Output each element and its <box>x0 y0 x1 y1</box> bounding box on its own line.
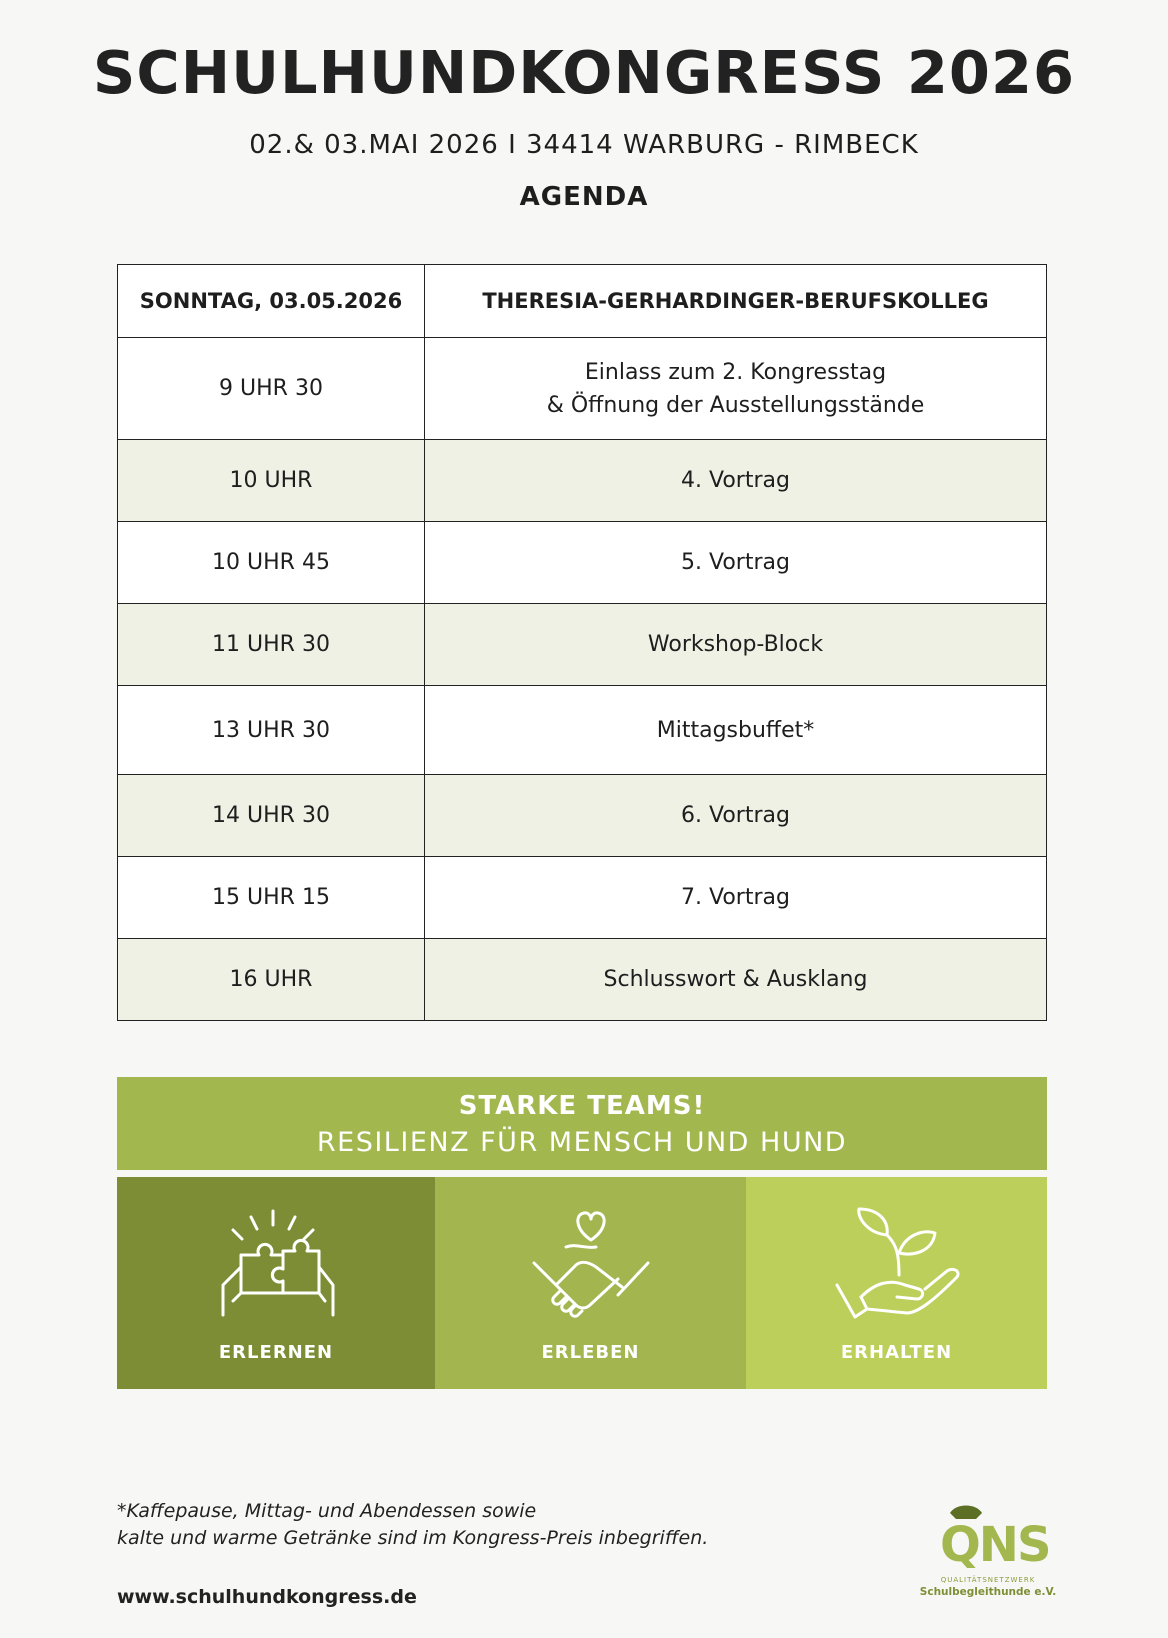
time-cell: 10 UHR <box>118 440 425 522</box>
activity-cell: Workshop-Block <box>425 604 1047 686</box>
venue-header: THERESIA-GERHARDINGER-BERUFSKOLLEG <box>425 265 1047 338</box>
activity-cell: Schlusswort & Ausklang <box>425 939 1047 1021</box>
activity-cell: 7. Vortrag <box>425 857 1047 939</box>
table-row <box>118 522 1047 604</box>
time-cell: 10 UHR 45 <box>118 522 425 604</box>
pillar-label: ERHALTEN <box>840 1342 953 1363</box>
puzzle-hands-icon <box>211 1205 341 1330</box>
table-row <box>118 338 1047 440</box>
time-cell: 9 UHR 30 <box>118 338 425 440</box>
motto-banner <box>117 1077 1047 1170</box>
activity-line: Einlass zum 2. Kongresstag <box>584 359 887 385</box>
activity-cell <box>425 338 1047 440</box>
time-cell: 11 UHR 30 <box>118 604 425 686</box>
motto-subtitle: RESILIENZ FÜR MENSCH UND HUND <box>316 1127 848 1158</box>
table-row <box>118 857 1047 939</box>
pillar-erhalten <box>746 1177 1047 1389</box>
footnote <box>117 1498 708 1552</box>
pillars <box>117 1177 1047 1389</box>
activity-cell: 4. Vortrag <box>425 440 1047 522</box>
day-header: SONNTAG, 03.05.2026 <box>118 265 425 338</box>
table-row <box>118 775 1047 857</box>
pillar-erleben <box>435 1177 746 1389</box>
time-cell: 15 UHR 15 <box>118 857 425 939</box>
time-cell: 16 UHR <box>118 939 425 1021</box>
pillar-label: ERLEBEN <box>541 1342 640 1363</box>
motto-title: STARKE TEAMS! <box>458 1091 706 1121</box>
logo-org-name: Schulbegleithunde e.V. <box>919 1586 1057 1598</box>
hand-plant-icon <box>827 1205 967 1330</box>
activity-line: & Öffnung der Ausstellungsstände <box>546 392 925 418</box>
qns-logo <box>918 1503 1058 1608</box>
logo-subtitle: QUALITÄTSNETZWERK <box>940 1576 1036 1584</box>
table-row <box>118 604 1047 686</box>
table-row <box>118 686 1047 775</box>
handshake-heart-icon <box>526 1205 656 1330</box>
logo-wordmark: QNS <box>940 1517 1050 1573</box>
table-header-row <box>118 265 1047 338</box>
event-date-location: 02.& 03.MAI 2026 I 34414 WARBURG - RIMBECK <box>249 130 919 160</box>
activity-cell: 5. Vortrag <box>425 522 1047 604</box>
footnote-line: kalte und warme Getränke sind im Kongress-Preis inbegriffen. <box>117 1527 709 1549</box>
time-cell: 14 UHR 30 <box>118 775 425 857</box>
time-cell: 13 UHR 30 <box>118 686 425 775</box>
page-title: SCHULHUNDKONGRESS 2026 <box>92 38 1076 107</box>
agenda-heading: AGENDA <box>519 182 649 212</box>
pillar-erlernen <box>117 1177 435 1389</box>
activity-cell: Mittagsbuffet* <box>425 686 1047 775</box>
agenda-table <box>117 264 1047 1021</box>
activity-cell: 6. Vortrag <box>425 775 1047 857</box>
pillar-label: ERLERNEN <box>218 1342 334 1363</box>
table-row <box>118 440 1047 522</box>
website-link[interactable]: www.schulhundkongress.de <box>117 1586 417 1608</box>
table-row <box>118 939 1047 1021</box>
footnote-line: *Kaffepause, Mittag- und Abendessen sowie <box>117 1500 537 1522</box>
